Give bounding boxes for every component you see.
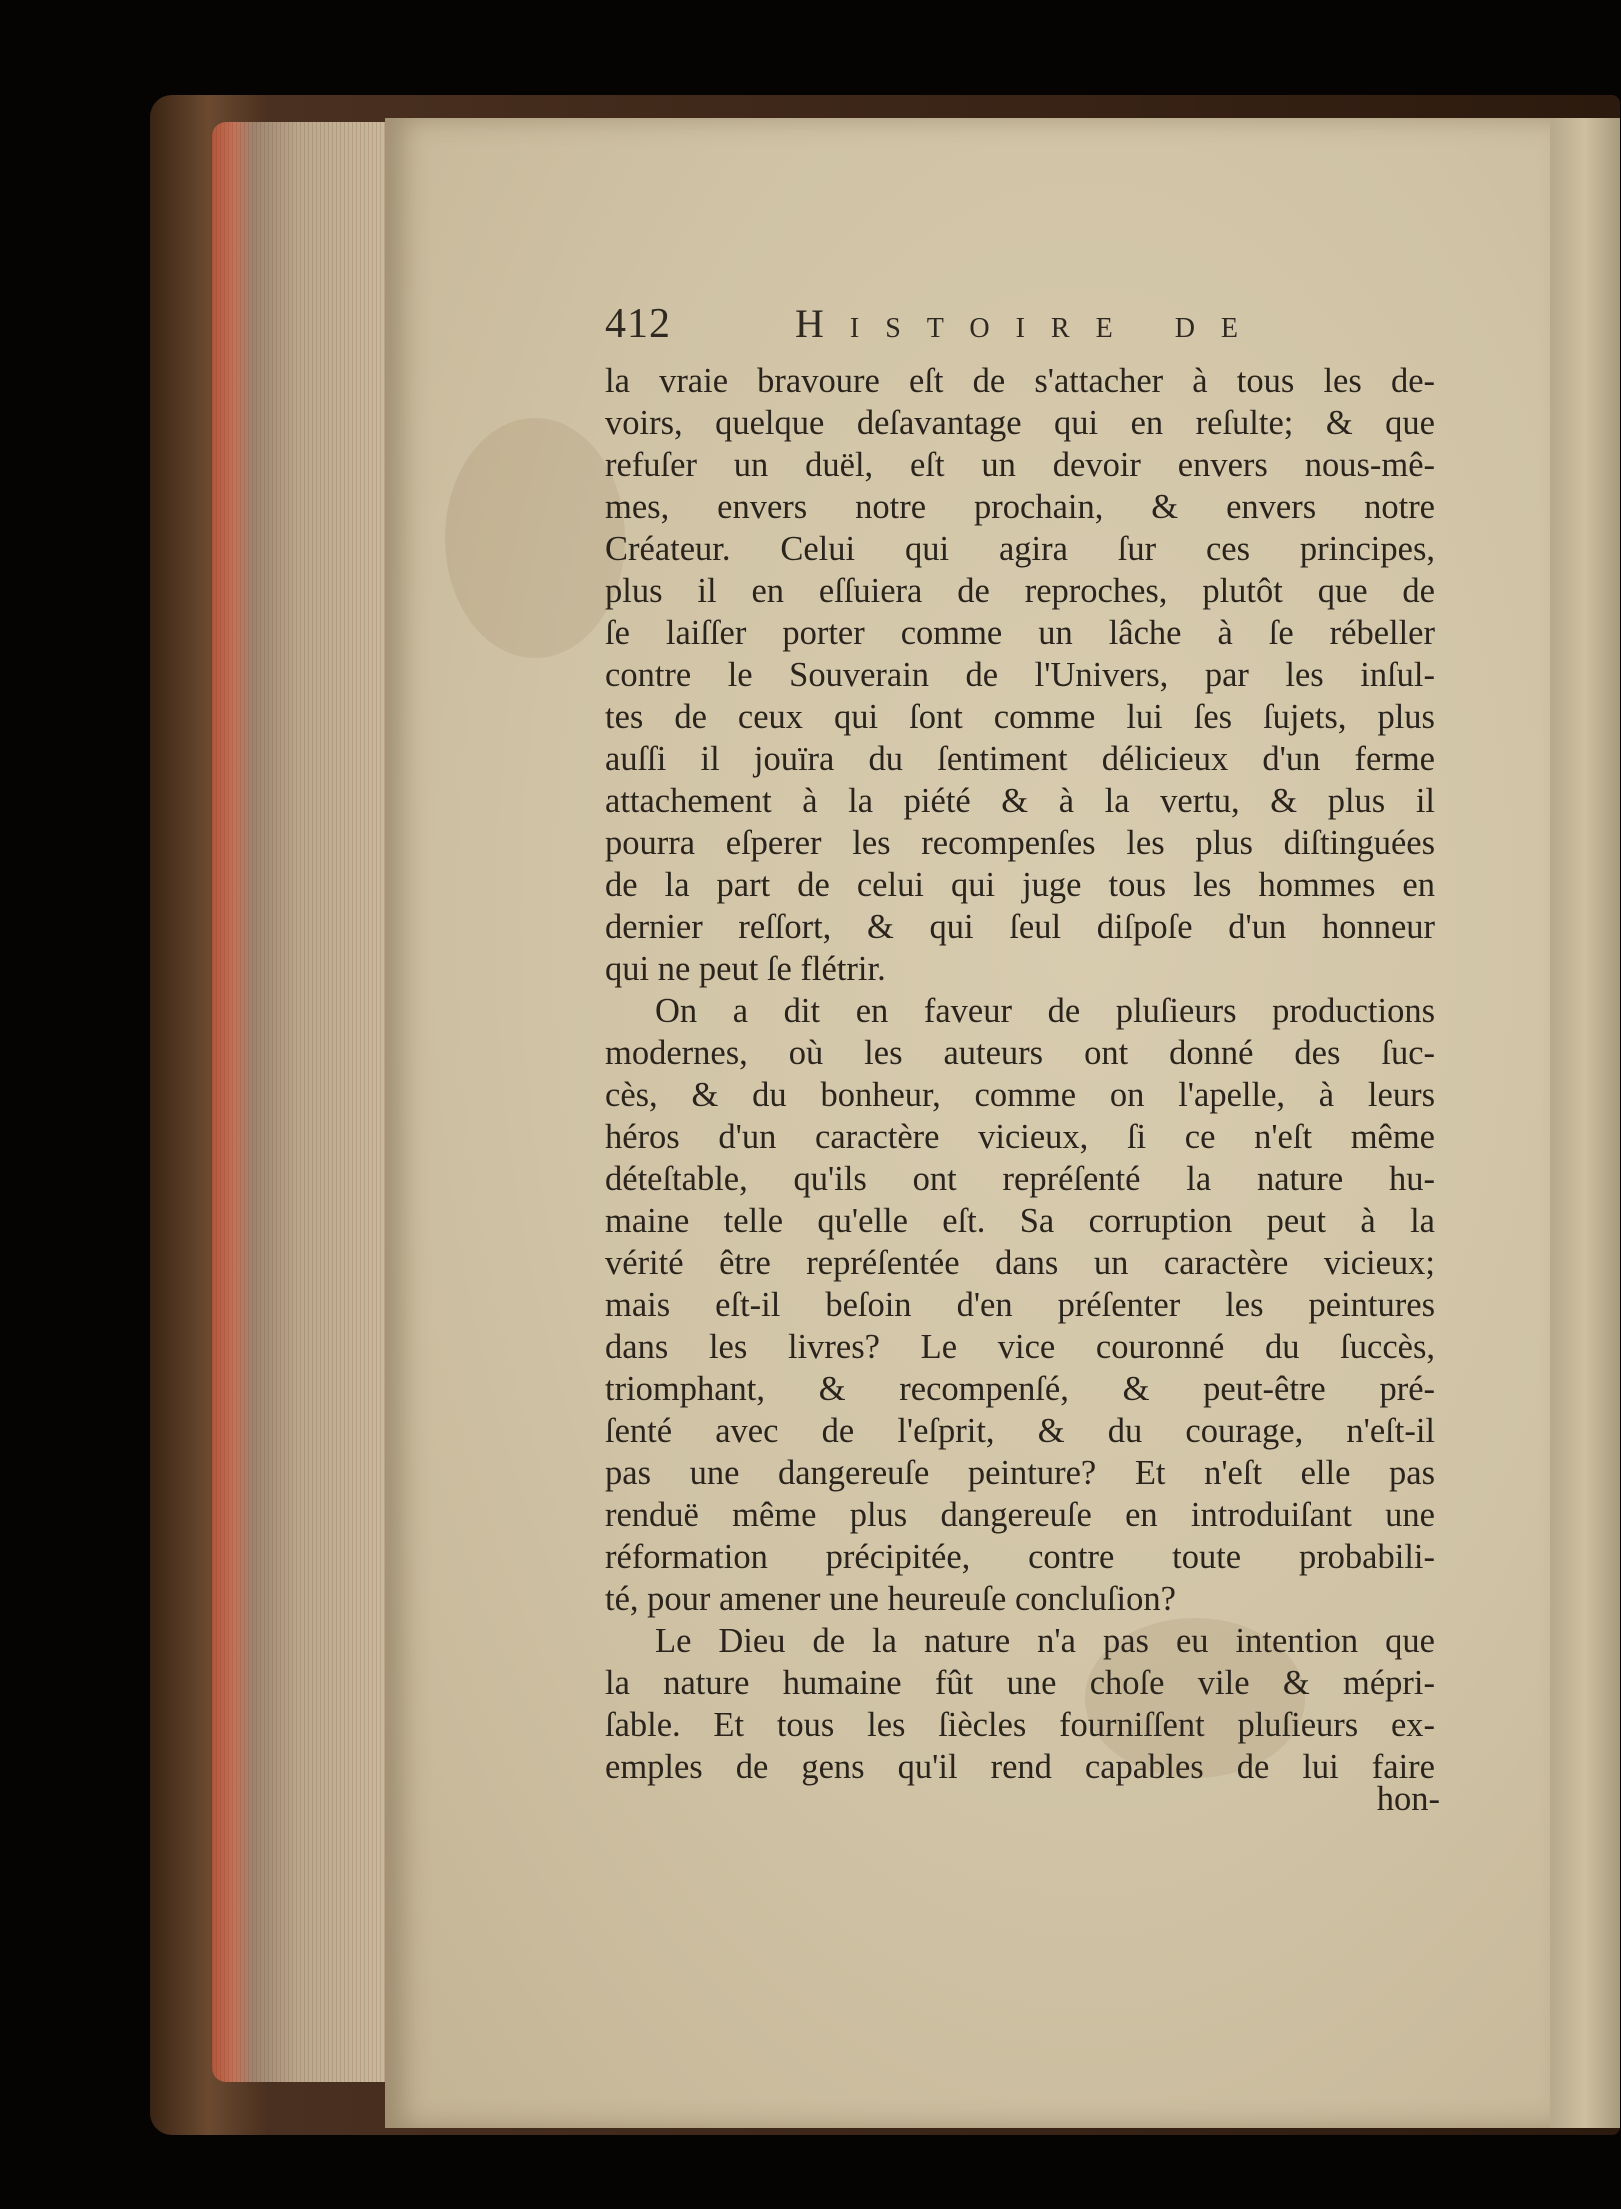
text-line: dernier reſſort, & qui ſeul diſpoſe d'un honneur — [605, 908, 1435, 946]
text-line: déteſtable, qu'ils ont repréſenté la nature hu- — [605, 1160, 1435, 1198]
text-line: mais eſt-il beſoin d'en préſenter les peintures — [605, 1286, 1435, 1324]
text-line: modernes, où les auteurs ont donné des ſuc- — [605, 1034, 1435, 1072]
text-line: Le Dieu de la nature n'a pas eu intention que — [655, 1622, 1435, 1660]
text-line: té, pour amener une heureuſe concluſion? — [605, 1580, 1176, 1618]
text-line: qui ne peut ſe flétrir. — [605, 950, 886, 988]
text-line: maine telle qu'elle eſt. Sa corruption peut à la — [605, 1202, 1435, 1240]
text-line: attachement à la piété & à la vertu, & plus il — [605, 782, 1435, 820]
page-number: 412 — [605, 301, 671, 347]
text-line: contre le Souverain de l'Univers, par les inſul- — [605, 656, 1435, 694]
text-line: pourra eſperer les recompenſes les plus diſtinguées — [605, 824, 1435, 862]
text-line: Créateur. Celui qui agira ſur ces principes, — [605, 530, 1435, 568]
text-line: plus il en eſſuiera de reproches, plutôt que de — [605, 572, 1435, 610]
text-line: voirs, quelque deſavantage qui en reſulte; & que — [605, 404, 1435, 442]
paper-stain — [445, 418, 625, 658]
text-line: triomphant, & recompenſé, & peut-être pré- — [605, 1370, 1435, 1408]
text-line: la vraie bravoure eſt de s'attacher à tous les de- — [605, 362, 1435, 400]
text-line: tes de ceux qui ſont comme lui ſes ſujets, plus — [605, 698, 1435, 736]
text-line: On a dit en faveur de pluſieurs productions — [655, 992, 1435, 1030]
text-line: vérité être repréſentée dans un caractère vicieux; — [605, 1244, 1435, 1282]
running-head — [605, 300, 1405, 360]
catchword: hon- — [1376, 1780, 1440, 1818]
text-line: dans les livres? Le vice couronné du ſuccès, — [605, 1328, 1435, 1366]
page-edges — [212, 122, 402, 2082]
text-line: mes, envers notre prochain, & envers notre — [605, 488, 1435, 526]
text-line: cès, & du bonheur, comme on l'apelle, à leurs — [605, 1076, 1435, 1114]
text-line: pas une dangereuſe peinture? Et n'eſt elle pas — [605, 1454, 1435, 1492]
text-line: auſſi il jouïra du ſentiment délicieux d'un ferme — [605, 740, 1435, 778]
text-line: héros d'un caractère vicieux, ſi ce n'eſt même — [605, 1118, 1435, 1156]
text-line: ſenté avec de l'eſprit, & du courage, n'eſt-il — [605, 1412, 1435, 1450]
text-line: ſe laiſſer porter comme un lâche à ſe rébeller — [605, 614, 1435, 652]
text-line: de la part de celui qui juge tous les hommes en — [605, 866, 1435, 904]
text-line: emples de gens qu'il rend capables de lui faire — [605, 1748, 1435, 1786]
text-line: la nature humaine fût une choſe vile & mépri- — [605, 1664, 1435, 1702]
text-line: renduë même plus dangereuſe en introduiſant une — [605, 1496, 1435, 1534]
next-page-edge — [1550, 118, 1620, 2128]
text-line: refuſer un duël, eſt un devoir envers nous-mê- — [605, 446, 1435, 484]
running-head-title: Histoire de — [795, 301, 1265, 346]
body-text — [605, 360, 1435, 1788]
text-line: réformation précipitée, contre toute probabili- — [605, 1538, 1435, 1576]
text-line: ſable. Et tous les ſiècles fourniſſent pluſieurs ex- — [605, 1706, 1435, 1744]
